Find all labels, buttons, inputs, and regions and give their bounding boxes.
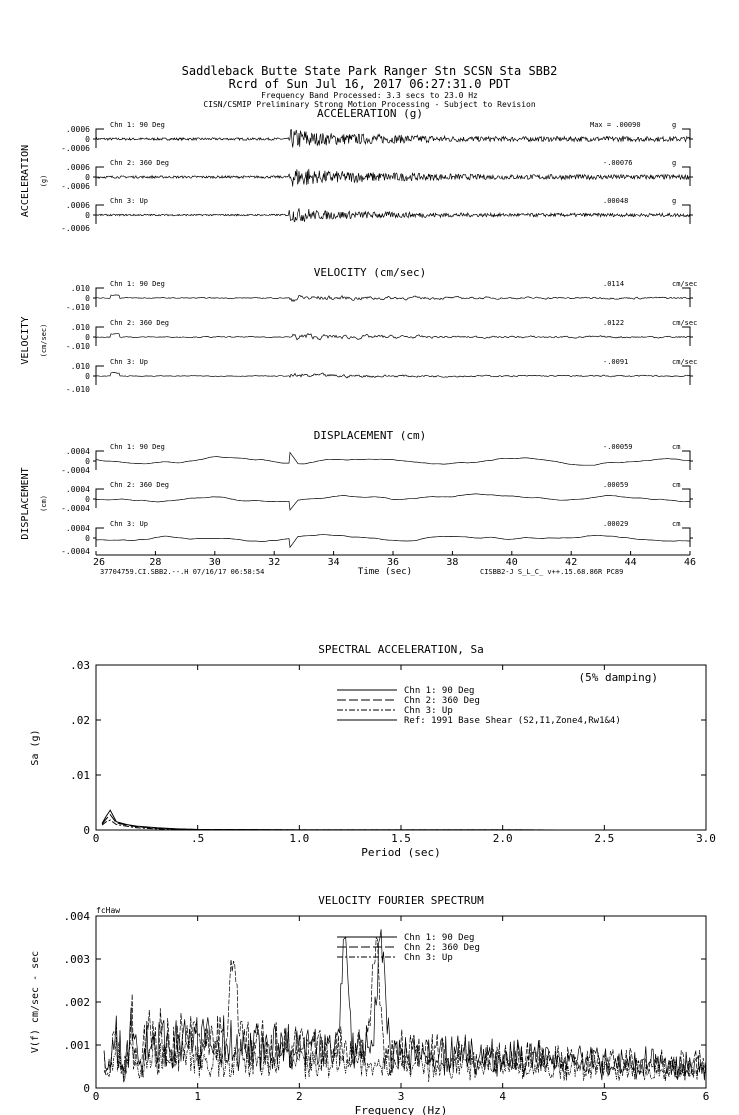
y-tick-label: 0 — [83, 1082, 90, 1095]
legend-label: Chn 3: Up — [404, 706, 453, 716]
x-tick-label: 26 — [92, 557, 106, 568]
channel-label: Chn 1: 90 Deg — [110, 443, 165, 451]
header-title: Saddleback Butte State Park Ranger Stn SCSN Sta SBB2 — [181, 64, 558, 78]
channel-peak-unit: cm — [672, 481, 681, 489]
y-tick-label: -.010 — [65, 303, 90, 312]
channel-peak-value: -.00076 — [603, 159, 633, 167]
waveform-trace — [96, 334, 690, 340]
channel-bracket — [96, 288, 690, 307]
x-tick-label: 46 — [683, 557, 697, 568]
x-tick-label: 44 — [624, 557, 637, 568]
header-record: Rcrd of Sun Jul 16, 2017 06:27:31.0 PDT — [228, 77, 511, 91]
channel-label: Chn 2: 360 Deg — [110, 159, 170, 167]
chart-title: VELOCITY FOURIER SPECTRUM — [318, 894, 484, 907]
y-tick-label: -.0006 — [61, 224, 90, 233]
channel-peak-value: Max = .00090 — [590, 121, 641, 129]
x-tick-label: 3 — [397, 1090, 405, 1103]
y-tick-label: .0006 — [65, 163, 90, 172]
x-tick-label: 2 — [296, 1090, 303, 1103]
x-tick-label: 34 — [327, 557, 340, 568]
y-tick-label: 0 — [85, 457, 90, 466]
waveform-trace — [96, 208, 690, 222]
y-tick-label: -.0006 — [61, 182, 90, 191]
y-tick-label: 0 — [83, 824, 90, 837]
y-tick-label: -.010 — [65, 385, 90, 394]
channel-peak-unit: cm — [672, 443, 681, 451]
y-tick-label: .003 — [63, 953, 90, 966]
header-processing: CISN/CSMIP Preliminary Strong Motion Processing - Subject to Revision — [203, 100, 536, 109]
footer-right: CISBB2-J S_L_C_ v++.15.68.86R PC89 — [480, 568, 624, 576]
x-tick-label: 1.0 — [289, 832, 310, 845]
y-tick-label: -.0004 — [61, 466, 90, 475]
y-tick-label: .03 — [70, 659, 90, 672]
panel-title: DISPLACEMENT (cm) — [313, 429, 427, 442]
x-tick-label: 4 — [499, 1090, 506, 1103]
y-tick-label: .0006 — [65, 201, 90, 210]
panel-unit-label: (cm) — [40, 495, 48, 512]
x-tick-label: 30 — [208, 557, 221, 568]
channel-label: Chn 3: Up — [110, 197, 148, 205]
channel-peak-value: .00059 — [603, 481, 629, 489]
channel-peak-value: .00029 — [603, 520, 629, 528]
panel-unit-label: (g) — [40, 174, 48, 188]
channel-peak-unit: g — [672, 121, 677, 129]
x-tick-label: 6 — [702, 1090, 710, 1103]
legend-label: Chn 1: 90 Deg — [404, 686, 475, 696]
channel-bracket — [96, 451, 690, 470]
legend-label: Chn 3: Up — [404, 953, 453, 963]
legend-label: Chn 2: 360 Deg — [404, 696, 480, 706]
waveform-trace — [96, 453, 690, 466]
y-tick-label: .010 — [70, 323, 90, 332]
x-tick-label: 40 — [505, 557, 518, 568]
y-tick-label: .0004 — [65, 485, 90, 494]
channel-peak-value: -.0091 — [603, 358, 629, 366]
x-tick-label: 5 — [601, 1090, 608, 1103]
channel-peak-value: .0122 — [603, 319, 625, 327]
waveform-trace — [96, 130, 690, 148]
y-tick-label: -.0004 — [61, 504, 90, 513]
chart-frame — [96, 665, 706, 830]
y-tick-label: 0 — [85, 495, 90, 504]
panel-unit-label: (cm/sec) — [40, 323, 48, 358]
x-tick-label: 2.0 — [492, 832, 513, 845]
channel-peak-unit: cm/sec — [672, 358, 698, 366]
channel-peak-unit: cm/sec — [672, 280, 698, 288]
waveform-trace — [96, 494, 690, 510]
channel-peak-unit: g — [672, 159, 677, 167]
waveform-trace — [96, 169, 690, 187]
x-tick-label: 1 — [194, 1090, 201, 1103]
waveform-trace — [96, 373, 690, 379]
panel-title: ACCELERATION (g) — [317, 107, 423, 120]
spectral-series-line — [102, 810, 564, 830]
legend-label: Ref: 1991 Base Shear (S2,I1,Zone4,Rw1&4) — [404, 716, 621, 726]
x-tick-label: 42 — [565, 557, 578, 568]
footer-left: 37704759.CI.SBB2.--.H 07/16/17 06:58:54 — [100, 568, 265, 576]
x-axis-label: Time (sec) — [357, 567, 413, 577]
y-tick-label: .02 — [70, 714, 90, 727]
legend-label: Chn 2: 360 Deg — [404, 943, 480, 953]
channel-label: Chn 2: 360 Deg — [110, 319, 170, 327]
x-tick-label: 32 — [268, 557, 281, 568]
chart-title: SPECTRAL ACCELERATION, Sa — [318, 643, 484, 656]
x-tick-label: 38 — [446, 557, 459, 568]
channel-peak-unit: cm — [672, 520, 681, 528]
waveform-trace — [96, 535, 690, 548]
panel-title: VELOCITY (cm/sec) — [313, 266, 427, 279]
channel-bracket — [96, 489, 690, 508]
y-tick-label: .004 — [63, 910, 90, 923]
y-tick-label: .001 — [63, 1039, 90, 1052]
channel-peak-unit: g — [672, 197, 677, 205]
y-tick-label: -.010 — [65, 342, 90, 351]
channel-peak-unit: cm/sec — [672, 319, 698, 327]
x-tick-label: 36 — [386, 557, 400, 568]
y-tick-label: .002 — [63, 996, 90, 1009]
y-tick-label: .01 — [70, 769, 90, 782]
channel-bracket — [96, 528, 690, 547]
channel-label: Chn 3: Up — [110, 520, 148, 528]
channel-label: Chn 1: 90 Deg — [110, 280, 165, 288]
y-tick-label: 0 — [85, 534, 90, 543]
damping-note: (5% damping) — [578, 671, 658, 684]
x-tick-label: 3.0 — [696, 832, 716, 845]
y-tick-label: .0004 — [65, 447, 90, 456]
y-tick-label: 0 — [85, 211, 90, 220]
y-tick-label: 0 — [85, 372, 90, 381]
x-tick-label: 0 — [92, 832, 100, 845]
channel-label: Chn 3: Up — [110, 358, 148, 366]
x-tick-label: 0 — [92, 1090, 100, 1103]
y-tick-label: -.0006 — [61, 144, 90, 153]
y-tick-label: .0006 — [65, 125, 90, 134]
x-tick-label: 1.5 — [391, 832, 411, 845]
channel-peak-value: .00048 — [603, 197, 629, 205]
waveform-trace — [96, 295, 690, 302]
corner-label: fcHaw — [96, 906, 121, 915]
x-tick-label: .5 — [191, 832, 205, 845]
spectral-series-line — [102, 815, 564, 830]
channel-label: Chn 2: 360 Deg — [110, 481, 170, 489]
y-tick-label: 0 — [85, 135, 90, 144]
x-tick-label: 28 — [149, 557, 162, 568]
panel-ylabel: DISPLACEMENT — [20, 467, 31, 540]
y-tick-label: -.0004 — [61, 547, 90, 556]
y-tick-label: 0 — [85, 173, 90, 182]
panel-ylabel: VELOCITY — [20, 316, 31, 365]
y-tick-label: .010 — [70, 284, 90, 293]
legend-label: Chn 1: 90 Deg — [404, 933, 475, 943]
header-band: Frequency Band Processed: 3.3 secs to 23.0 Hz — [261, 91, 478, 100]
y-tick-label: .010 — [70, 362, 90, 371]
y-axis-label: V(f) cm/sec - sec — [30, 950, 41, 1054]
channel-peak-value: .0114 — [603, 280, 625, 288]
y-axis-label: Sa (g) — [30, 729, 41, 766]
y-tick-label: .0004 — [65, 524, 90, 533]
x-axis-label: Period (sec) — [361, 846, 441, 859]
channel-peak-value: -.00059 — [603, 443, 633, 451]
panel-ylabel: ACCELERATION — [20, 144, 31, 218]
x-tick-label: 2.5 — [594, 832, 615, 845]
y-tick-label: 0 — [85, 294, 90, 303]
channel-label: Chn 1: 90 Deg — [110, 121, 165, 129]
y-tick-label: 0 — [85, 333, 90, 342]
x-axis-label: Frequency (Hz) — [354, 1104, 448, 1115]
